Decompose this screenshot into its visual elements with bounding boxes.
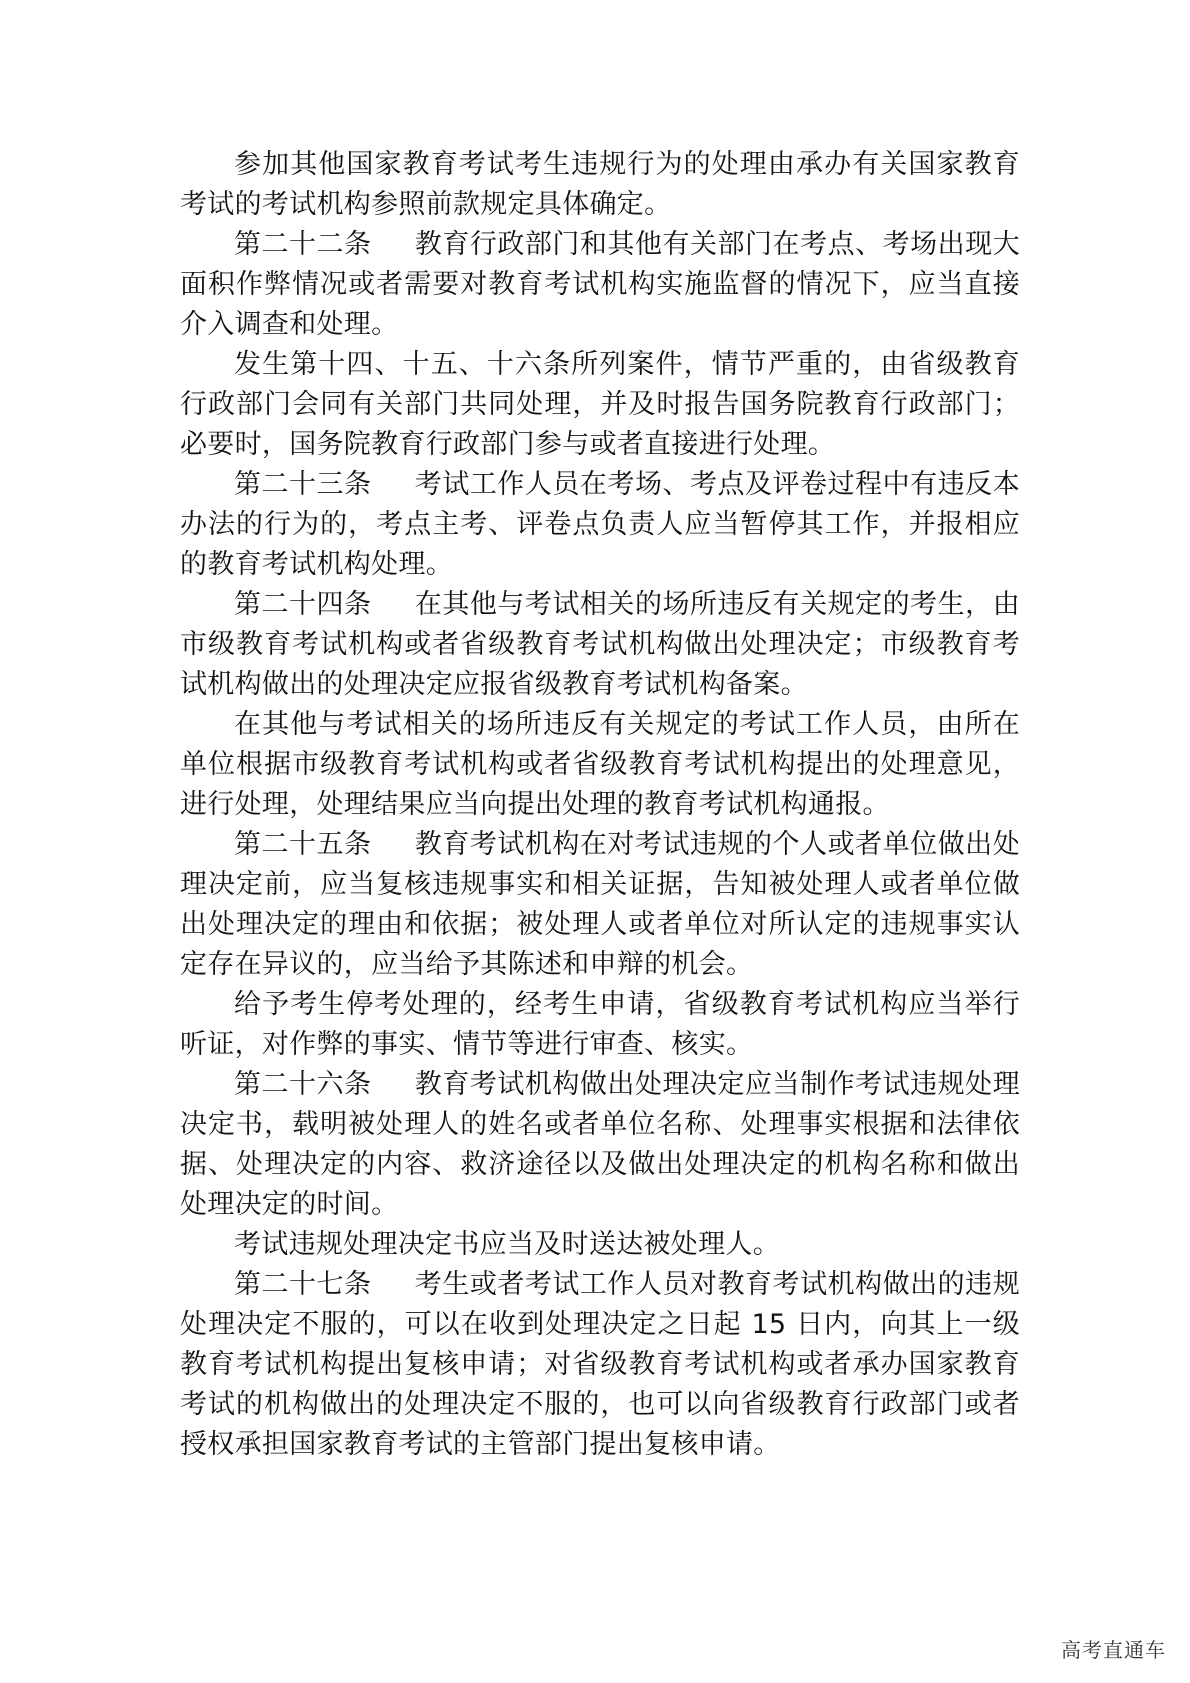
paragraph-text: 考试工作人员在考场、考点及评卷过程中有违反本办法的行为的，考点主考、评卷点负责人应当暂停其工作，并报相应的教育考试机构处理。: [180, 469, 1021, 580]
document-body: [180, 145, 1020, 1465]
paragraph-2: [180, 225, 1020, 345]
paragraph-text: 教育行政部门和其他有关部门在考点、考场出现大面积作弊情况或者需要对教育考试机构实施监督的情况下，应当直接介入调查和处理。: [180, 229, 1021, 340]
paragraph-11: [180, 1265, 1020, 1465]
paragraph-text: 教育考试机构在对考试违规的个人或者单位做出处理决定前，应当复核违规事实和相关证据，告知被处理人或者单位做出处理决定的理由和依据；被处理人或者单位对所认定的违规事实认定存在异议的，应当给予其陈述和申辩的机会。: [180, 829, 1021, 980]
watermark: 高考直通车: [1061, 1638, 1166, 1662]
paragraph-4: [180, 465, 1020, 585]
paragraph-1: [180, 145, 1020, 225]
paragraph-7: [180, 825, 1020, 985]
paragraph-text: 教育考试机构做出处理决定应当制作考试违规处理决定书，载明被处理人的姓名或者单位名称、处理事实根据和法律依据、处理决定的内容、救济途径以及做出处理决定的机构名称和做出处理决定的时间。: [180, 1069, 1021, 1220]
article-number: 第二十二条: [234, 229, 372, 260]
paragraph-10: [180, 1225, 1020, 1265]
article-number: 第二十四条: [234, 589, 372, 620]
paragraph-3: [180, 345, 1020, 465]
paragraph-text: 参加其他国家教育考试考生违规行为的处理由承办有关国家教育考试的考试机构参照前款规定具体确定。: [180, 149, 1020, 220]
paragraph-8: [180, 985, 1020, 1065]
paragraph-text: 考生或者考试工作人员对教育考试机构做出的违规处理决定不服的，可以在收到处理决定之日起 15 日内，向其上一级教育考试机构提出复核申请；对省级教育考试机构或者承办国家教育考试的机构做出的处理决定不服的，也可以向省级教育行政部门或者授权承担国家教育考试的主管部门提出复核申请。: [180, 1269, 1021, 1460]
article-number: 第二十六条: [234, 1069, 372, 1100]
paragraph-text: 在其他与考试相关的场所违反有关规定的考试工作人员，由所在单位根据市级教育考试机构或者省级教育考试机构提出的处理意见，进行处理，处理结果应当向提出处理的教育考试机构通报。: [180, 709, 1020, 820]
paragraph-text: 发生第十四、十五、十六条所列案件，情节严重的，由省级教育行政部门会同有关部门共同处理，并及时报告国务院教育行政部门；必要时，国务院教育行政部门参与或者直接进行处理。: [180, 349, 1020, 460]
paragraph-text: 考试违规处理决定书应当及时送达被处理人。: [234, 1229, 780, 1260]
paragraph-text: 给予考生停考处理的，经考生申请，省级教育考试机构应当举行听证，对作弊的事实、情节等进行审查、核实。: [180, 989, 1020, 1060]
article-number: 第二十五条: [234, 829, 372, 860]
article-number: 第二十七条: [234, 1269, 372, 1300]
paragraph-6: [180, 705, 1020, 825]
paragraph-text: 在其他与考试相关的场所违反有关规定的考生，由市级教育考试机构或者省级教育考试机构做出处理决定；市级教育考试机构做出的处理决定应报省级教育考试机构备案。: [180, 589, 1021, 700]
paragraph-5: [180, 585, 1020, 705]
paragraph-9: [180, 1065, 1020, 1225]
article-number: 第二十三条: [234, 469, 372, 500]
